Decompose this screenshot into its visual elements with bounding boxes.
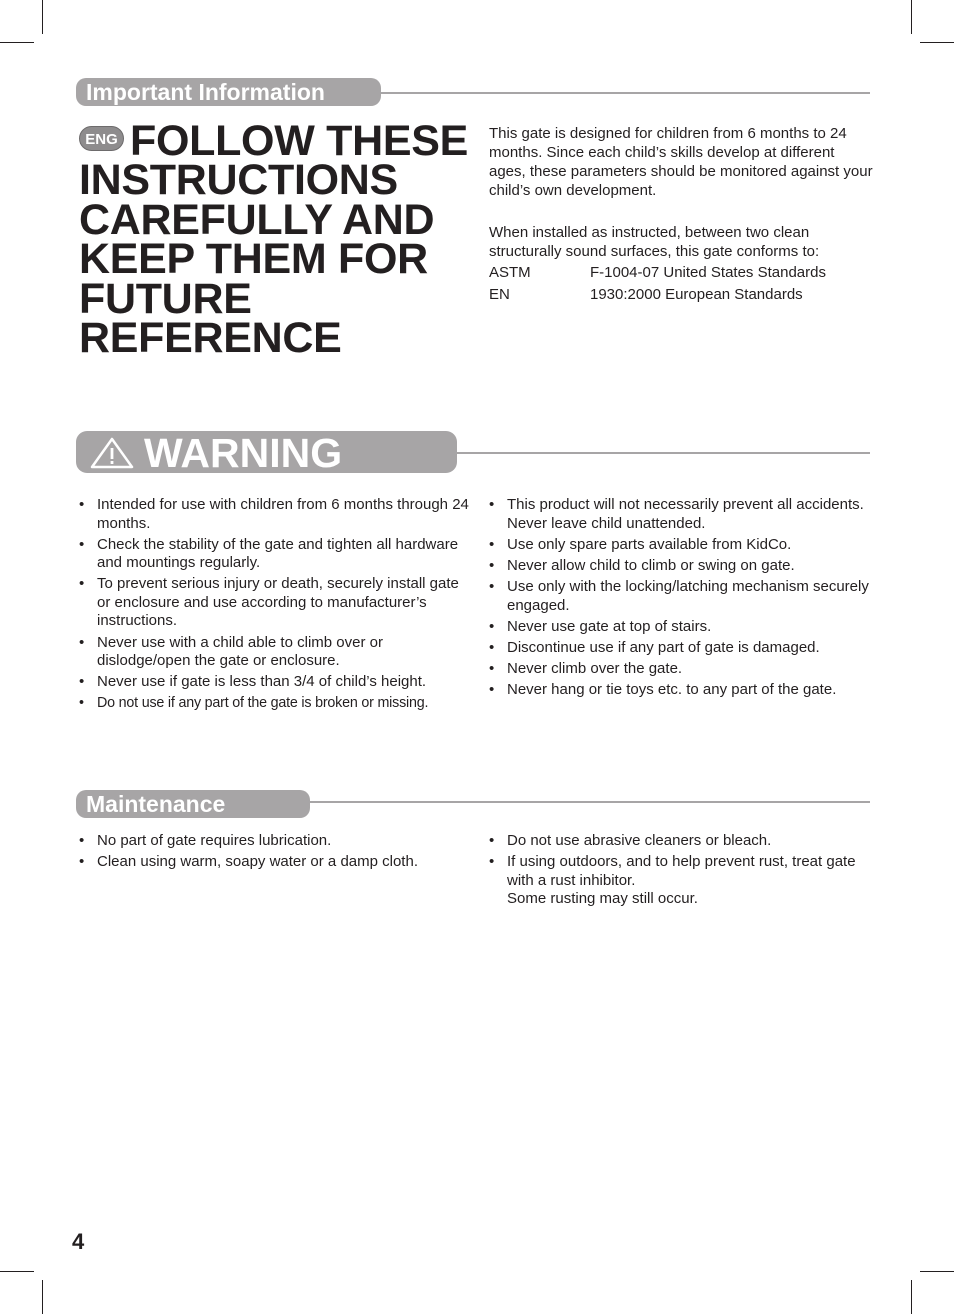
standard-row: [489, 263, 869, 283]
standard-row: [489, 285, 869, 305]
crop-mark: [920, 1271, 954, 1272]
conformance-paragraph: When installed as instructed, between two clean structurally sound surfaces, this gate conforms to:: [489, 224, 820, 260]
list-item: • Clean using warm, soapy water or a damp cloth.: [79, 853, 418, 871]
important-info-heading: Important Information: [76, 78, 381, 106]
crop-mark: [42, 0, 43, 34]
list-item: • Never allow child to climb or swing on gate.: [489, 556, 795, 574]
crop-mark: [911, 0, 912, 34]
language-badge: ENG: [79, 126, 124, 151]
standard-description: 1930:2000 European Standards: [590, 286, 803, 303]
maintenance-heading: Maintenance: [76, 790, 310, 818]
list-item: • Check the stability of the gate and tighten all hardware and mountings regularly.: [79, 535, 459, 572]
page-title: FOLLOW THESE INSTRUCTIONS CAREFULLY AND KEEP THEM FOR FUTURE REFERENCE: [79, 117, 468, 363]
list-item: • Use only spare parts available from KidCo.: [489, 535, 792, 553]
maintenance-list-right: [489, 832, 869, 911]
list-item: • Never use with a child able to climb over or dislodge/open the gate or enclosure.: [79, 633, 383, 670]
crop-mark: [42, 1280, 43, 1314]
warning-heading: WARNING: [144, 430, 343, 476]
list-item: • Never use gate at top of stairs.: [489, 617, 712, 635]
warning-heading-bar: [76, 430, 457, 476]
page-number: 4: [72, 1229, 85, 1254]
standard-code: EN: [489, 286, 510, 303]
section-rule: [310, 801, 870, 803]
list-item: • Discontinue use if any part of gate is damaged.: [489, 638, 820, 656]
standard-description: F-1004-07 United States Standards: [590, 264, 826, 281]
list-item: • Never hang or tie toys etc. to any part of the gate.: [489, 681, 837, 699]
list-item: • Do not use abrasive cleaners or bleach.: [489, 832, 772, 849]
crop-mark: [0, 42, 34, 43]
list-item: • Do not use if any part of the gate is broken or missing.: [79, 695, 429, 712]
list-item: • Use only with the locking/latching mechanism securely engaged.: [489, 578, 869, 614]
list-item: • Never use if gate is less than 3/4 of child’s height.: [79, 673, 427, 691]
warning-triangle-icon: [90, 437, 134, 469]
intro-paragraph: This gate is designed for children from 6 months to 24 months. Since each child’s skills develop at different ages, these parameters should be monitored against your child’s own development.: [489, 125, 873, 199]
list-item: • To prevent serious injury or death, securely install gate or enclosure and use according to manufacturer’s instructions.: [79, 575, 459, 630]
maintenance-list-left: [79, 832, 469, 874]
standard-code: ASTM: [489, 264, 531, 281]
list-item: • Never climb over the gate.: [489, 660, 683, 678]
warning-list-right: [489, 496, 869, 703]
warning-list-left: [79, 496, 469, 716]
crop-mark: [0, 1271, 34, 1272]
section-rule: [457, 452, 870, 454]
section-rule: [381, 92, 870, 94]
list-item: • No part of gate requires lubrication.: [79, 832, 332, 849]
crop-mark: [911, 1280, 912, 1314]
list-item: • This product will not necessarily prevent all accidents. Never leave child unattended.: [489, 496, 864, 532]
crop-mark: [920, 42, 954, 43]
list-item: • If using outdoors, and to help prevent rust, treat gate with a rust inhibitor. Some rusting may still occur.: [489, 853, 856, 908]
list-item: • Intended for use with children from 6 months through 24 months.: [79, 496, 469, 532]
